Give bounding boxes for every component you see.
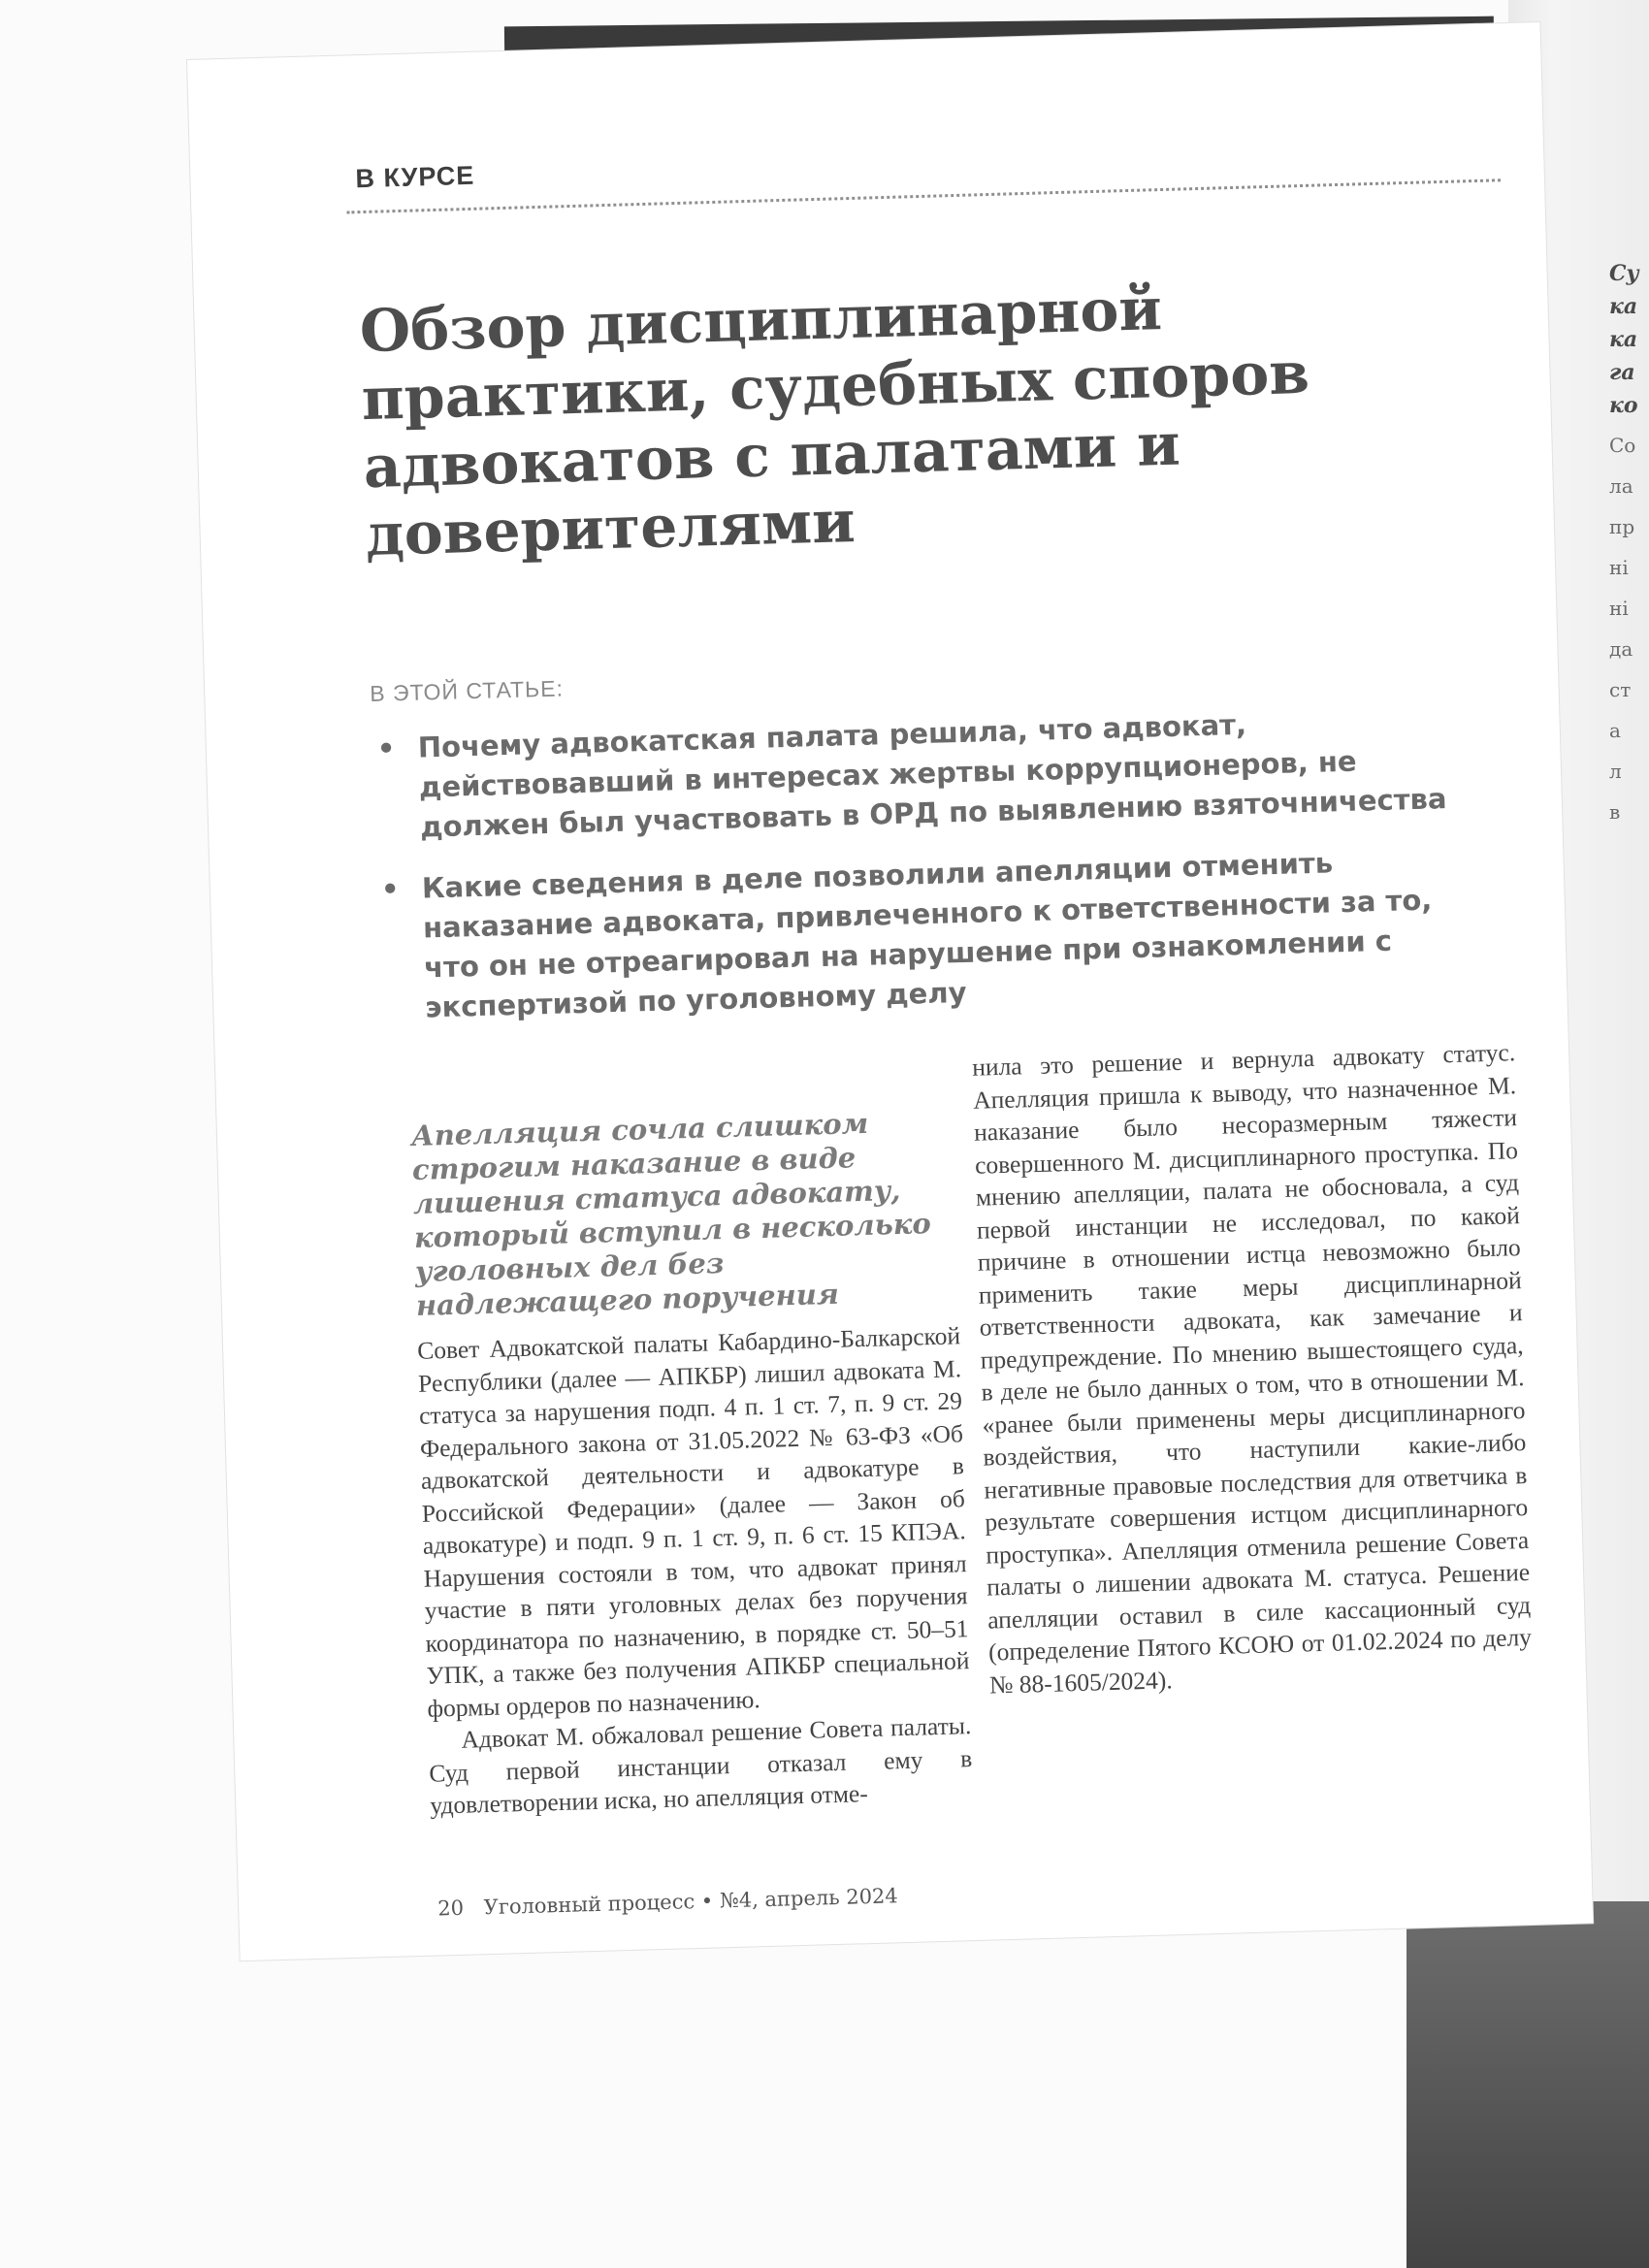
adjacent-body-line: ст — [1609, 678, 1632, 701]
adjacent-heading-line: Су — [1609, 261, 1639, 286]
scanner-shadow — [1406, 1901, 1649, 2268]
adjacent-body-line: да — [1609, 637, 1633, 661]
magazine-page — [187, 22, 1593, 1960]
adjacent-body-line: Со — [1609, 434, 1636, 457]
bullet-icon: • — [376, 731, 396, 765]
bullet-icon: • — [380, 872, 400, 906]
summary-text: Почему адвокатская палата решила, что адвокат, действовавший в интересах жертвы коррупционеров, не должен был участвовать в ОРД по выявлению взяточничества — [417, 707, 1447, 844]
body-paragraph: Адвокат М. обжаловал решение Совета палаты. Суд первой инстанции отказал ему в удовлетворении иска, но апелляция отме- — [428, 1711, 973, 1820]
adjacent-body-line: а — [1609, 719, 1621, 742]
journal-info: Уголовный процесс • №4, апрель 2024 — [483, 1884, 899, 1920]
adjacent-body-line: ла — [1609, 474, 1633, 498]
section-label: В КУРСЕ — [355, 160, 475, 194]
adjacent-body-line: ні — [1609, 597, 1629, 620]
subheading: Апелляция сочла слишком строгим наказание в виде лишения статуса адвокату, который вступил в несколько уголовных дел без надлежащего поручения — [410, 1106, 932, 1322]
body-paragraph: Совет Адвокатской палаты Кабардино-Балкарской Республики (далее — АПКБР) лишил адвоката М. статуса за нарушения подп. 4 п. 1 ст. 7, п. 9 ст. 29 Федерального закона от 31.05.2022 № 63-ФЗ «Об адвокатской деятельности и адвокатуре в Российской Федерации» (далее — Закон об адвокатуре) и подп. 9 п. 1 ст. 9, п. 6 ст. 15 КПЭА. Нарушения состояли в том, что адвокат принял участие в пяти уголовных делах без поручения координатора по назначению, в порядке ст. 50–51 УПК, а также без получения АПКБР специальной формы ордеров по назначению. — [416, 1321, 970, 1723]
dotted-divider — [346, 178, 1501, 213]
right-column — [972, 1036, 1533, 1701]
body-paragraph: нила это решение и вернула адвокату статус. Апелляция пришла к выводу, что назначенное М. наказание было несоразмерным тяжести совершенного М. дисциплинарного проступка. По мнению апелляции, палата не обосновала, а суд первой инстанции не исследовал, по какой причине в отношении истца невозможно было применить такие меры дисциплинарной ответственности адвоката, как замечание и предупреждение. По мнению вышестоящего суда, в деле не было данных о том, что в отношении М. «ранее были применены меры дисциплинарного воздействия, что наступили какие-либо негативные правовые последствия для ответчика в результате совершения истцом дисциплинарного проступка». Апелляция отменила решение Совета палаты о лишении адвоката М. статуса. Решение апелляции оставил в силе кассационный суд (определение Пятого КСОЮ от 01.02.2024 по делу № 88-1605/2024). — [971, 1038, 1533, 1700]
adjacent-heading-line: ко — [1609, 393, 1638, 418]
article-summary-list — [371, 698, 1495, 1051]
in-this-article-label: В ЭТОЙ СТАТЬЕ: — [369, 675, 565, 706]
adjacent-body-line: в — [1609, 800, 1621, 824]
adjacent-heading-line: ка — [1609, 327, 1638, 352]
adjacent-page-column — [1609, 257, 1649, 829]
summary-text: Какие сведения в деле позволили апелляции отменить наказание адвоката, привлеченного к ответственности за то, что он не отреагировал на нарушение при ознакомлении с экспертизой по уголовному делу — [421, 846, 1433, 1024]
adjacent-body-line: л — [1609, 760, 1622, 783]
summary-item — [374, 839, 1494, 1029]
article-title: Обзор дисциплинарной практики, судебных споров адвокатов с палатами и доверителями — [358, 275, 1310, 570]
adjacent-body-line: пр — [1609, 515, 1635, 538]
page-footer — [437, 1884, 912, 1921]
adjacent-heading-line: ка — [1609, 294, 1638, 319]
page-number: 20 — [436, 1895, 465, 1921]
adjacent-body-line: ні — [1609, 556, 1629, 579]
left-column — [411, 1104, 974, 1822]
adjacent-heading-line: га — [1609, 360, 1635, 385]
summary-item — [371, 698, 1489, 849]
